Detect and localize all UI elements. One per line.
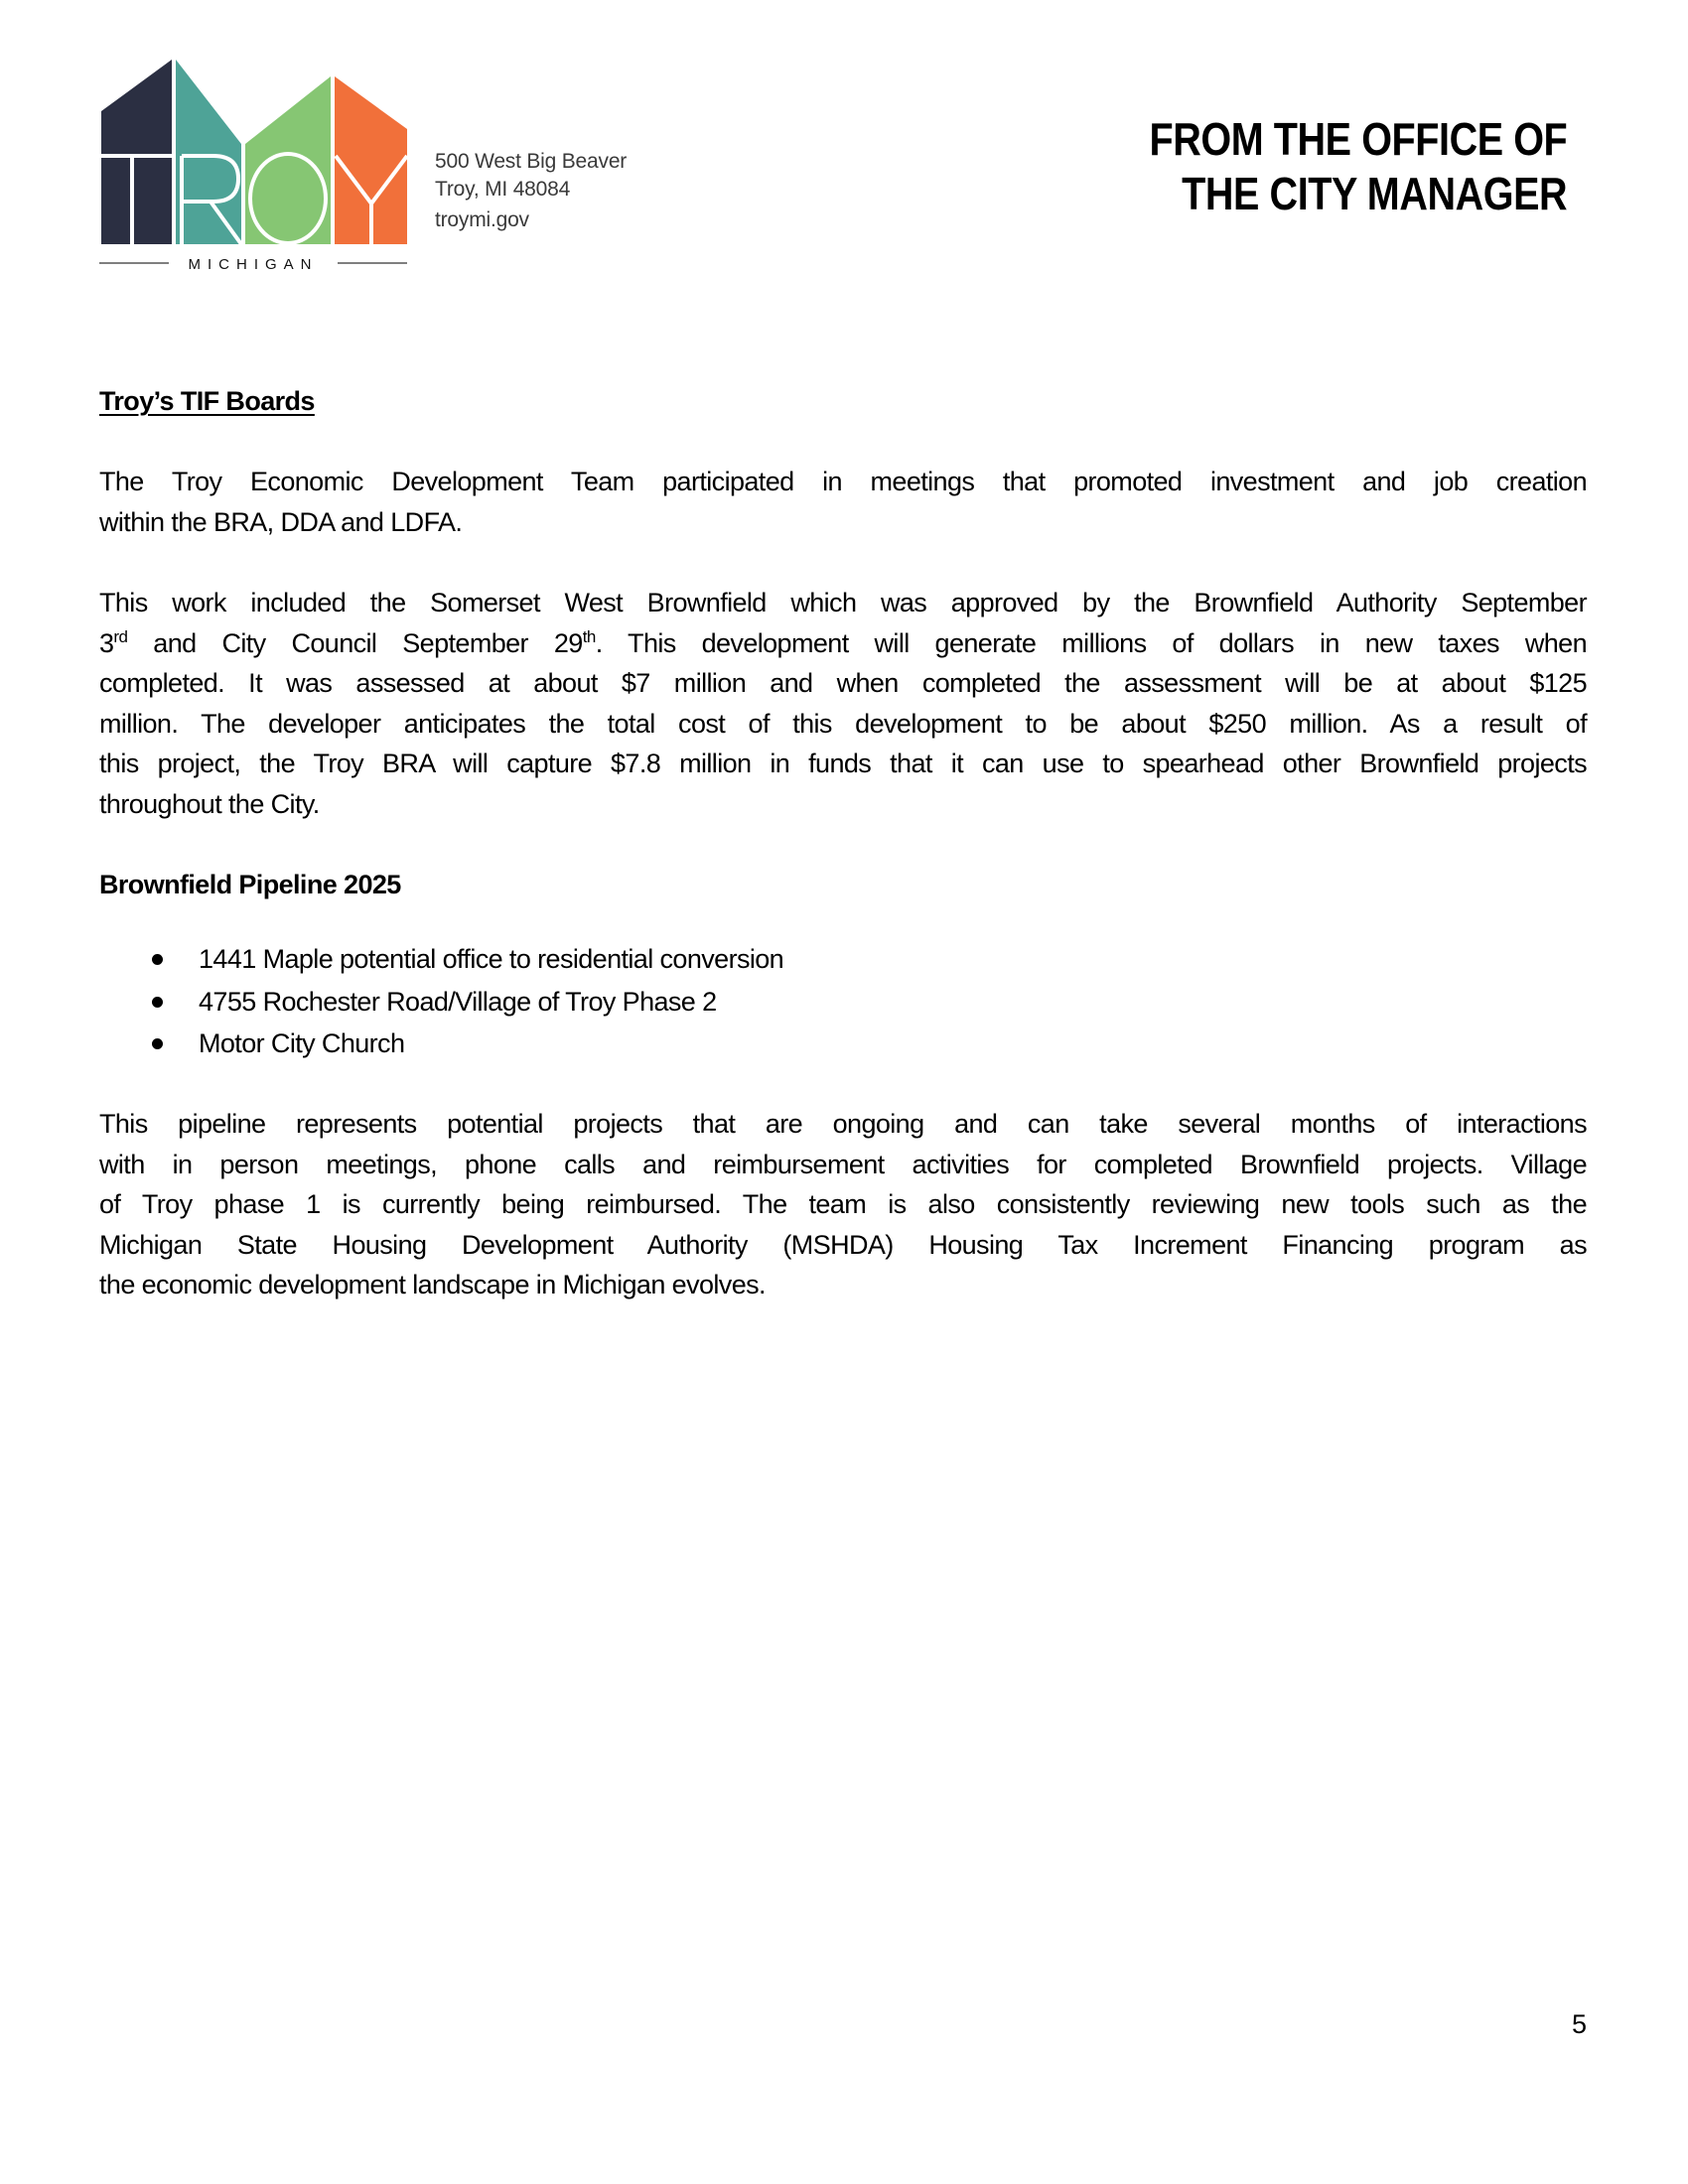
paragraph-line xyxy=(99,627,1587,658)
bullet-icon xyxy=(152,997,163,1008)
logo-subtitle: MICHIGAN xyxy=(188,256,319,273)
office-title-line2: THE CITY MANAGER xyxy=(1181,168,1567,219)
text-run: 3 xyxy=(99,628,114,658)
list-item-text: Motor City Church xyxy=(199,1028,405,1058)
bullet-icon xyxy=(152,954,163,965)
paragraph-line: the economic development landscape in Michigan evolves. xyxy=(99,1270,766,1299)
office-title-line1: FROM THE OFFICE OF xyxy=(1149,113,1567,165)
paragraph-line: with in person meetings, phone calls and reimbursement activities for completed Brownfield projects. Village xyxy=(99,1150,1587,1179)
page-number: 5 xyxy=(1572,2009,1588,2039)
paragraph-line: completed. It was assessed at about $7 million and when completed the assessment will be at about $125 xyxy=(99,668,1587,698)
paragraph-line: this project, the Troy BRA will capture $7.8 million in funds that it can use to spearhead other Brownfield projects xyxy=(99,749,1587,778)
paragraph-line: This work included the Somerset West Brownfield which was approved by the Brownfield Authority September xyxy=(99,588,1587,617)
logo-block-green xyxy=(245,76,331,244)
paragraph-line: throughout the City. xyxy=(99,789,320,819)
section-heading-brownfield-pipeline: Brownfield Pipeline 2025 xyxy=(99,870,401,899)
paragraph-line: Michigan State Housing Development Authority (MSHDA) Housing Tax Increment Financing program as xyxy=(99,1230,1587,1260)
paragraph-line: The Troy Economic Development Team participated in meetings that promoted investment and job creation xyxy=(99,467,1587,496)
text-run: . This development will generate millions of dollars in new taxes when xyxy=(595,628,1587,658)
address-city: Troy, MI 48084 xyxy=(435,178,571,201)
address-street: 500 West Big Beaver xyxy=(435,150,628,173)
paragraph-line: This pipeline represents potential projects that are ongoing and can take several months of interactions xyxy=(99,1109,1587,1139)
troy-michigan-logo xyxy=(0,0,695,298)
section-heading-tif-boards: Troy’s TIF Boards xyxy=(99,386,315,416)
logo-block-dark xyxy=(101,60,172,244)
paragraph-line: within the BRA, DDA and LDFA. xyxy=(99,507,463,537)
paragraph-line: of Troy phase 1 is currently being reimbursed. The team is also consistently reviewing new tools such as the xyxy=(99,1189,1587,1219)
text-run: and City Council September 29 xyxy=(127,628,583,658)
list-item-text: 4755 Rochester Road/Village of Troy Phase 2 xyxy=(199,987,717,1017)
bullet-icon xyxy=(152,1038,163,1049)
superscript: rd xyxy=(113,627,128,646)
superscript: th xyxy=(582,627,596,646)
logo-block-teal xyxy=(176,60,241,244)
paragraph-line: million. The developer anticipates the total cost of this development to be about $250 million. As a result of xyxy=(99,709,1587,739)
address-website: troymi.gov xyxy=(435,208,529,231)
list-item-text: 1441 Maple potential office to residential conversion xyxy=(199,944,784,974)
